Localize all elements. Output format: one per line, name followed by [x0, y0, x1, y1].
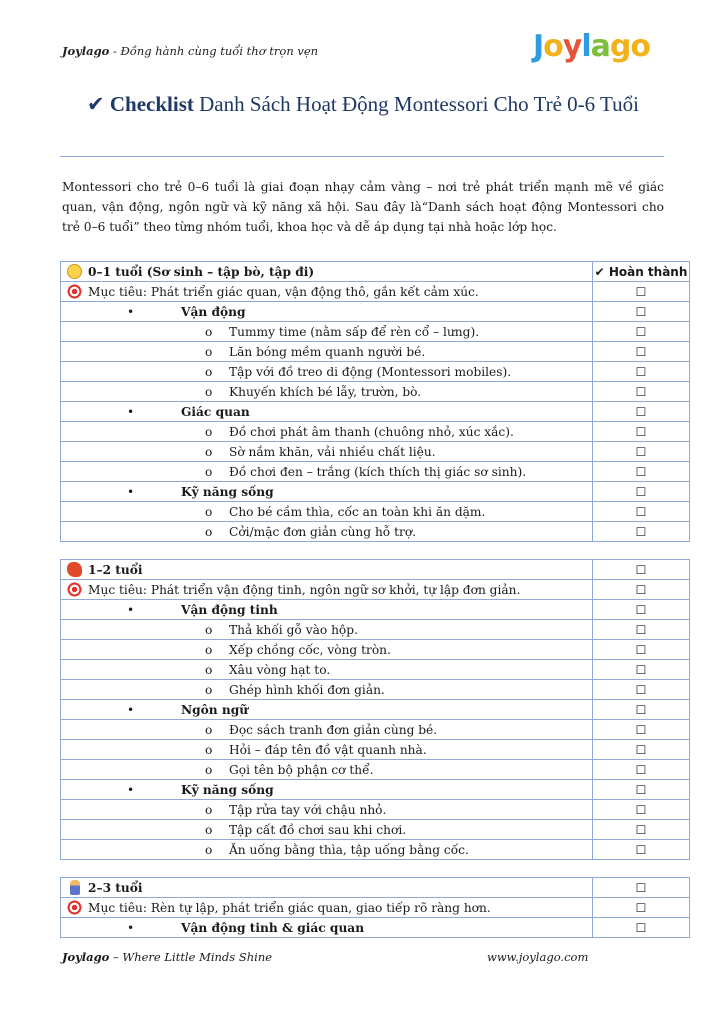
activity-row: o Hỏi – đáp tên đồ vật quanh nhà. ☐ — [61, 740, 690, 760]
page-title — [62, 91, 664, 118]
activity-text: Tummy time (nằm sấp để rèn cổ – lưng). — [229, 324, 480, 339]
group-row: • Vận động ☐ — [61, 302, 690, 322]
header-tagline-text: - Đồng hành cùng tuổi thơ trọn vẹn — [109, 44, 319, 58]
checkbox[interactable]: ☐ — [593, 580, 690, 600]
checkbox[interactable]: ☐ — [593, 502, 690, 522]
activity-text: Tập với đồ treo di động (Montessori mobiles). — [229, 364, 512, 379]
checkbox[interactable]: ☐ — [593, 402, 690, 422]
activity-row: o Cho bé cầm thìa, cốc an toàn khi ăn dặm. ☐ — [61, 502, 690, 522]
baby-face-icon — [67, 264, 82, 279]
checkbox[interactable]: ☐ — [593, 620, 690, 640]
group-row: • Vận động tinh & giác quan ☐ — [61, 918, 690, 938]
goal-text: Mục tiêu: Phát triển vận động tinh, ngôn ngữ sơ khởi, tự lập đơn giản. — [88, 583, 521, 597]
activity-row: o Xếp chồng cốc, vòng tròn. ☐ — [61, 640, 690, 660]
title-divider — [60, 156, 664, 157]
activity-text: Tập rửa tay với chậu nhỏ. — [229, 802, 387, 817]
checkbox[interactable]: ☐ — [593, 898, 690, 918]
activity-text: Xếp chồng cốc, vòng tròn. — [229, 642, 391, 657]
checklist-table-1-2 — [60, 559, 690, 860]
checkbox[interactable]: ☐ — [593, 422, 690, 442]
group-name: Vận động tinh — [181, 602, 278, 617]
title-rest: Danh Sách Hoạt Động Montessori Cho Trẻ 0-6 Tuổi — [193, 92, 639, 116]
complete-column-header: ✔ Hoàn thành — [593, 262, 690, 282]
activity-row: o Tập với đồ treo di động (Montessori mobiles). ☐ — [61, 362, 690, 382]
checkbox[interactable]: ☐ — [593, 482, 690, 502]
activity-text: Đồ chơi đen – trắng (kích thích thị giác sơ sinh). — [229, 464, 527, 479]
group-row: • Kỹ năng sống ☐ — [61, 780, 690, 800]
running-icon — [67, 562, 82, 577]
checkbox[interactable]: ☐ — [593, 918, 690, 938]
activity-text: Đọc sách tranh đơn giản cùng bé. — [229, 722, 438, 737]
section-title: 1–2 tuổi — [88, 563, 143, 577]
checklist-table-2-3 — [60, 877, 690, 938]
intro-paragraph: Montessori cho trẻ 0–6 tuổi là giai đoạn nhạy cảm vàng – nơi trẻ phát triển mạnh mẽ về giác quan, vận động, ngôn ngữ và kỹ năng xã hội. Sau đây là“Danh sách hoạt động Montessori cho trẻ 0–6 tuổi” theo từng nhóm tuổi, khoa học và dễ áp dụng tại nhà hoặc lớp học. — [62, 180, 664, 234]
joylago-logo: Joylago — [533, 29, 650, 64]
checkbox[interactable]: ☐ — [593, 878, 690, 898]
check-icon: ✔ — [87, 92, 105, 116]
header-tagline — [62, 44, 318, 58]
standing-person-icon — [70, 880, 80, 895]
goal-text: Mục tiêu: Rèn tự lập, phát triển giác quan, giao tiếp rõ ràng hơn. — [88, 901, 491, 915]
group-row: • Vận động tinh ☐ — [61, 600, 690, 620]
checkbox[interactable]: ☐ — [593, 820, 690, 840]
group-name: Giác quan — [181, 404, 250, 419]
activity-text: Cởi/mặc đơn giản cùng hỗ trợ. — [229, 524, 417, 539]
goal-row — [61, 282, 690, 302]
activity-text: Tập cất đồ chơi sau khi chơi. — [229, 822, 407, 837]
activity-text: Đồ chơi phát âm thanh (chuông nhỏ, xúc xắc). — [229, 424, 514, 439]
checkbox[interactable]: ☐ — [593, 560, 690, 580]
activity-text: Ghép hình khối đơn giản. — [229, 682, 385, 697]
checkbox[interactable]: ☐ — [593, 780, 690, 800]
activity-row: o Tập rửa tay với chậu nhỏ. ☐ — [61, 800, 690, 820]
checkbox[interactable]: ☐ — [593, 840, 690, 860]
checkbox[interactable]: ☐ — [593, 442, 690, 462]
group-row: • Giác quan ☐ — [61, 402, 690, 422]
checkbox[interactable]: ☐ — [593, 342, 690, 362]
checkbox[interactable]: ☐ — [593, 462, 690, 482]
checkbox[interactable]: ☐ — [593, 700, 690, 720]
activity-text: Gọi tên bộ phận cơ thể. — [229, 762, 374, 777]
activity-row: o Tummy time (nằm sấp để rèn cổ – lưng). ☐ — [61, 322, 690, 342]
activity-text: Ăn uống bằng thìa, tập uống bằng cốc. — [229, 842, 469, 857]
checkbox[interactable]: ☐ — [593, 282, 690, 302]
checkbox[interactable]: ☐ — [593, 382, 690, 402]
activity-row: o Sờ nắm khăn, vải nhiều chất liệu. ☐ — [61, 442, 690, 462]
activity-row: o Ghép hình khối đơn giản. ☐ — [61, 680, 690, 700]
footer-url[interactable]: www.joylago.com — [487, 950, 589, 964]
activity-row: o Đồ chơi đen – trắng (kích thích thị giác sơ sinh). ☐ — [61, 462, 690, 482]
group-row: • Kỹ năng sống ☐ — [61, 482, 690, 502]
checkbox[interactable]: ☐ — [593, 800, 690, 820]
checkbox[interactable]: ☐ — [593, 760, 690, 780]
target-icon — [67, 582, 82, 597]
section-title: 0–1 tuổi (Sơ sinh – tập bò, tập đi) — [88, 265, 315, 279]
group-name: Ngôn ngữ — [181, 702, 249, 717]
checkbox[interactable]: ☐ — [593, 740, 690, 760]
activity-text: Sờ nắm khăn, vải nhiều chất liệu. — [229, 444, 436, 459]
section-header-row — [61, 560, 690, 580]
checkbox[interactable]: ☐ — [593, 640, 690, 660]
activity-row: o Tập cất đồ chơi sau khi chơi. ☐ — [61, 820, 690, 840]
group-name: Kỹ năng sống — [181, 484, 274, 499]
target-icon — [67, 900, 82, 915]
checkbox[interactable]: ☐ — [593, 720, 690, 740]
header-brand: Joylago — [62, 44, 110, 58]
checkbox[interactable]: ☐ — [593, 680, 690, 700]
checkbox[interactable]: ☐ — [593, 362, 690, 382]
title-bold: Checklist — [109, 92, 194, 116]
activity-row: o Lăn bóng mềm quanh người bé. ☐ — [61, 342, 690, 362]
section-header-row — [61, 262, 690, 282]
activity-text: Cho bé cầm thìa, cốc an toàn khi ăn dặm. — [229, 504, 486, 519]
footer-brand: Joylago – Where Little Minds Shine — [62, 950, 273, 964]
activity-row: o Khuyến khích bé lẫy, trườn, bò. ☐ — [61, 382, 690, 402]
activity-row: o Đọc sách tranh đơn giản cùng bé. ☐ — [61, 720, 690, 740]
activity-row: o Đồ chơi phát âm thanh (chuông nhỏ, xúc xắc). ☐ — [61, 422, 690, 442]
activity-text: Hỏi – đáp tên đồ vật quanh nhà. — [229, 742, 427, 757]
activity-text: Khuyến khích bé lẫy, trườn, bò. — [229, 384, 422, 399]
section-header-row — [61, 878, 690, 898]
activity-text: Thả khối gỗ vào hộp. — [229, 622, 358, 637]
activity-row: o Xâu vòng hạt to. ☐ — [61, 660, 690, 680]
group-name: Vận động tinh & giác quan — [181, 920, 365, 935]
goal-row — [61, 580, 690, 600]
checkbox[interactable]: ☐ — [593, 660, 690, 680]
goal-text: Mục tiêu: Phát triển giác quan, vận động thô, gắn kết cảm xúc. — [88, 285, 479, 299]
group-name: Kỹ năng sống — [181, 782, 274, 797]
activity-row: o Thả khối gỗ vào hộp. ☐ — [61, 620, 690, 640]
checkbox[interactable]: ☐ — [593, 522, 690, 542]
target-icon — [67, 284, 82, 299]
checkbox[interactable]: ☐ — [593, 600, 690, 620]
activity-text: Xâu vòng hạt to. — [229, 662, 331, 677]
checkbox[interactable]: ☐ — [593, 302, 690, 322]
activity-row: o Cởi/mặc đơn giản cùng hỗ trợ. ☐ — [61, 522, 690, 542]
checkbox[interactable]: ☐ — [593, 322, 690, 342]
group-name: Vận động — [181, 304, 246, 319]
activity-text: Lăn bóng mềm quanh người bé. — [229, 344, 426, 359]
group-row: • Ngôn ngữ ☐ — [61, 700, 690, 720]
activity-row: o Gọi tên bộ phận cơ thể. ☐ — [61, 760, 690, 780]
checklist-table-0-1 — [60, 261, 690, 542]
section-title: 2–3 tuổi — [88, 881, 143, 895]
activity-row: o Ăn uống bằng thìa, tập uống bằng cốc. ☐ — [61, 840, 690, 860]
goal-row — [61, 898, 690, 918]
